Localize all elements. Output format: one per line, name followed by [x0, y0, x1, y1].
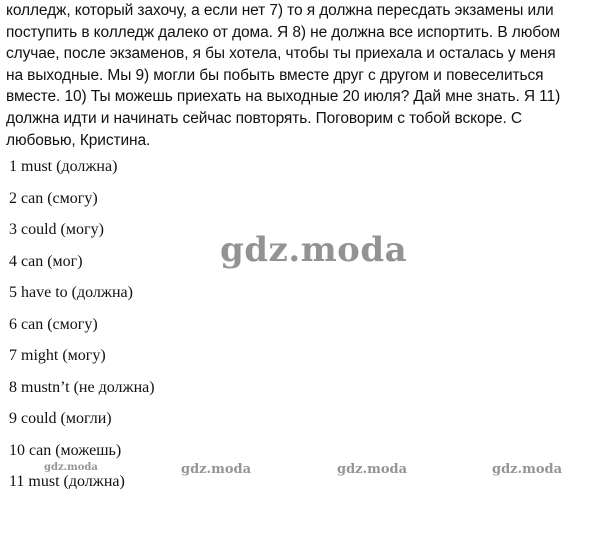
answer-item: 5 have to (должна): [9, 284, 133, 301]
answer-item: 6 can (смогу): [9, 315, 98, 333]
answer-item: 3 could (могу): [9, 221, 104, 238]
watermark-row-item: gdz.moda: [337, 462, 408, 477]
answer-item: 8 mustn’t (не должна): [9, 378, 155, 396]
answer-item: 4 can (мог): [9, 252, 83, 270]
letter-paragraph: [6, 0, 612, 151]
paragraph-line: должна идти и начинать сейчас повторять. Поговорим с тобой вскоре. С: [6, 109, 523, 127]
answer-item: 11 must (должна): [9, 473, 125, 490]
watermark-row-item: gdz.moda: [492, 462, 563, 477]
paragraph-line: случае, после экзаменов, я бы хотела, чтобы ты приехала и осталась у меня: [6, 45, 556, 63]
watermark-main: gdz.moda: [220, 230, 408, 270]
paragraph-line: поступить в колледж далеко от дома. Я 8) не должна все испортить. В любом: [6, 23, 561, 41]
answer-item: 10 can (можешь): [9, 441, 122, 459]
paragraph-line: вместе. 10) Ты можешь приехать на выходные 20 июля? Дай мне знать. Я 11): [6, 88, 561, 106]
paragraph-line: колледж, который захочу, а если нет 7) то я должна пересдать экзамены или: [6, 2, 554, 19]
paragraph-line: любовью, Кристина.: [6, 131, 151, 149]
answer-item: 7 might (могу): [9, 347, 106, 364]
answer-item: 1 must (должна): [9, 158, 118, 175]
answer-list: [9, 155, 155, 502]
answer-item: 9 could (могли): [9, 410, 112, 427]
answer-item: 2 can (смогу): [9, 189, 98, 207]
watermark-tiny: gdz.moda: [44, 462, 98, 473]
watermark-row-item: gdz.moda: [181, 462, 252, 477]
paragraph-line: на выходные. Мы 9) могли бы побыть вместе друг с другом и повеселиться: [6, 66, 544, 84]
